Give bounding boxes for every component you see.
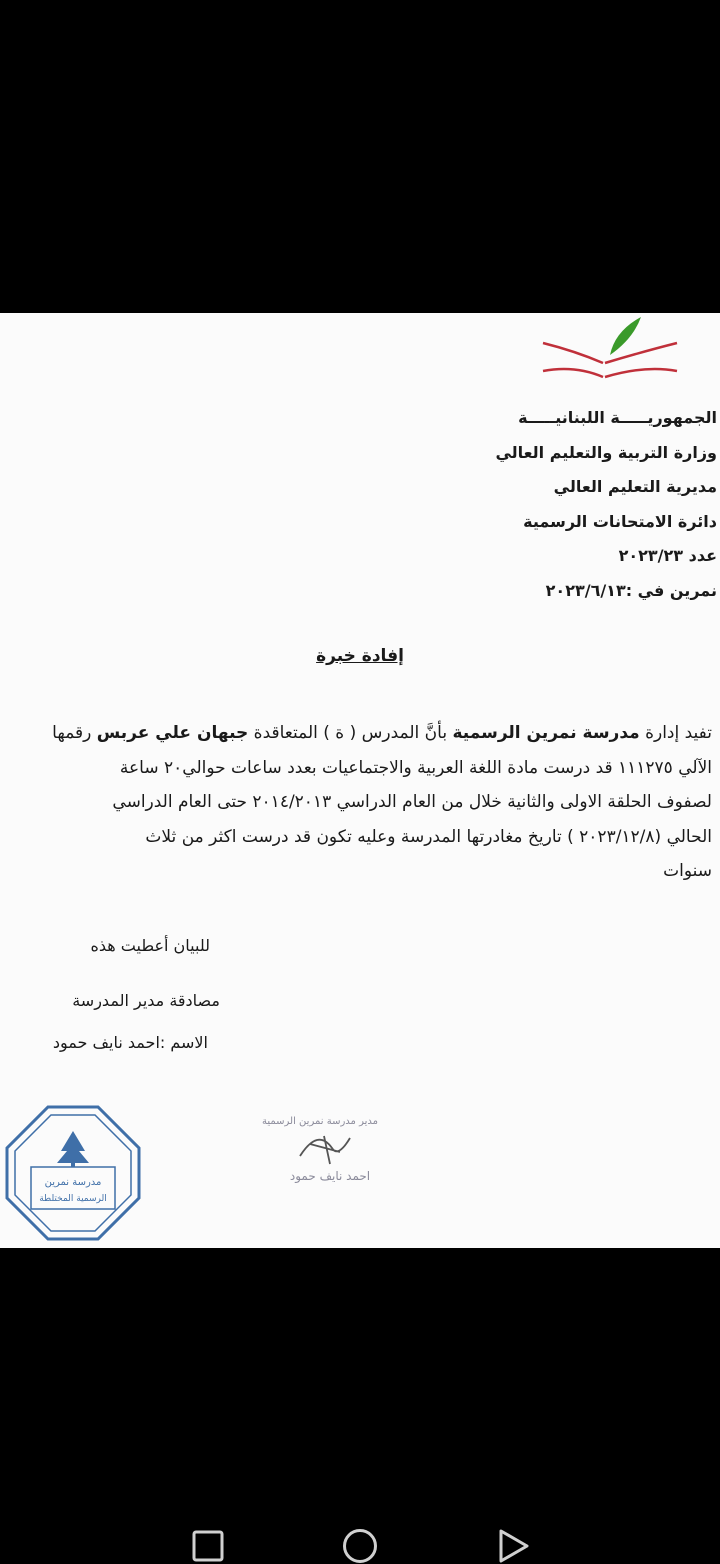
document-title: إفادة خبرة — [316, 646, 404, 666]
triangle-back-icon — [501, 1531, 527, 1561]
letterhead — [317, 401, 717, 608]
header-country: الجمهوريـــــة اللبنانيـــــة — [518, 408, 717, 427]
circle-icon — [345, 1531, 376, 1562]
body-line-2: الآلي ١١١٢٧٥ قد درست مادة اللغة العربية والاجتماعيات بعدد ساعات حوالي٢٠ ساعة — [119, 757, 712, 778]
header-directorate: مديرية التعليم العالي — [553, 477, 717, 496]
recents-button[interactable] — [192, 1530, 224, 1562]
header-ministry: وزارة التربية والتعليم العالي — [495, 442, 717, 462]
back-button[interactable] — [498, 1528, 530, 1564]
school-stamp-icon — [3, 1103, 143, 1243]
document-page — [0, 313, 720, 1248]
header-place-date: نمرين في :٢٠٢٣/٦/١٣ — [545, 580, 717, 600]
body-text-segment: رقمها — [52, 723, 97, 743]
school-name: مدرسة نمرين الرسمية — [452, 723, 640, 743]
principal-signature-icon — [240, 1108, 400, 1188]
closing-statement: للبيان أعطيت هذه — [90, 936, 210, 955]
body-line-3: لصفوف الحلقة الاولى والثانية خلال من العام الدراسي ٢٠١٤/٢٠١٣ حتى العام الدراسي — [112, 792, 712, 812]
body-text-segment: تفيد إدارة — [639, 723, 712, 743]
principal-approval: مصادقة مدير المدرسة — [72, 991, 220, 1010]
stamp-text-2: الرسمية المختلطة — [39, 1194, 107, 1204]
teacher-name: جبهان علي عربس — [96, 723, 249, 743]
principal-name: الاسم :احمد نايف حمود — [52, 1033, 208, 1052]
body-line-4: الحالي (٢٠٢٣/١٢/٨ ) تاريخ مغادرتها المدرسة وعليه تكون قد درست اكثر من ثلاث — [145, 826, 712, 847]
square-icon — [194, 1532, 222, 1560]
signature-text-1: مدير مدرسة نمرين الرسمية — [262, 1116, 378, 1127]
home-button[interactable] — [342, 1528, 378, 1564]
stamp-text-1: مدرسة نمرين — [44, 1177, 102, 1188]
signature-text-2: احمد نايف حمود — [289, 1169, 371, 1183]
header-department: دائرة الامتحانات الرسمية — [523, 511, 717, 531]
ministry-logo-icon — [535, 313, 685, 393]
body-text-segment: بأنَّ المدرس ( ة ) المتعاقدة — [248, 723, 453, 743]
body-line-1 — [20, 716, 712, 751]
body-line-5: سنوات — [663, 861, 712, 881]
document-body — [20, 716, 712, 889]
header-reference-number: عدد ٢٠٢٣/٢٣ — [618, 546, 717, 565]
